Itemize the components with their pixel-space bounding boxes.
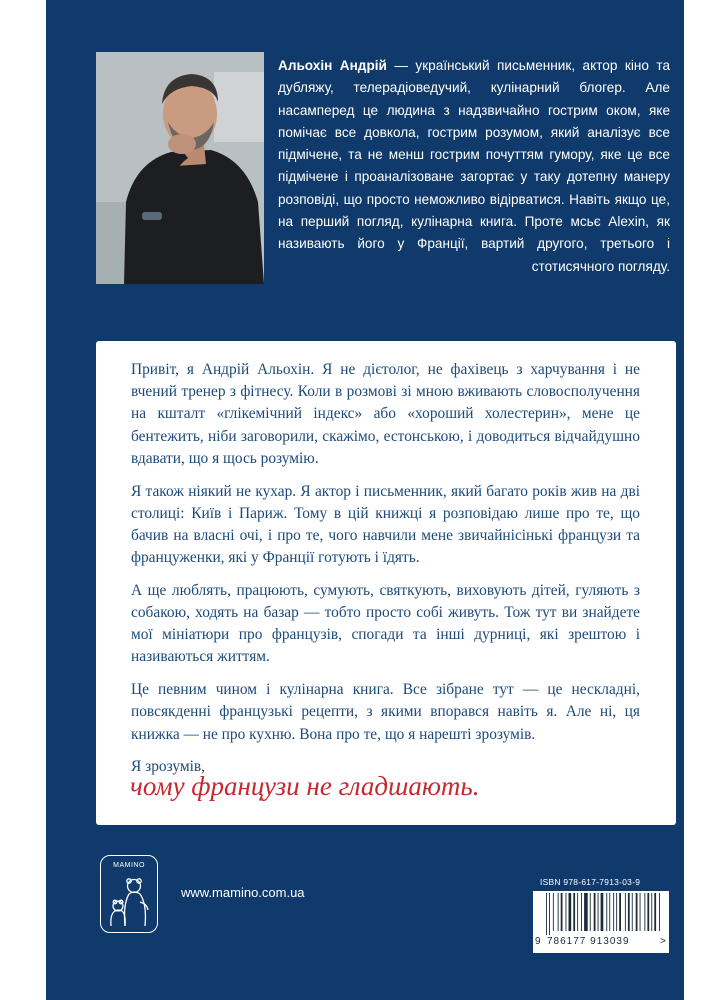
barcode-bar: [601, 893, 604, 931]
barcode-bar: [625, 893, 626, 931]
author-bio-text: — український письменник, актор кіно та дубляжу, телерадіоведучий, кулінарний блогер. Але насамперед це людина з надзвичайно гострим оком, яке помічає все довкола, гострим розумом, який аналізує все підмічене, та не менш гострим почуттям гумору, яке це все підмічене і проаналізоване загортає у таку дотепну манеру розповіді, що просто неможливо відірватися. Навіть якщо це, на перший погляд, кулінарна книга. Проте мсьє Alexin, як називають його у Франції, вартий другого, третього і стотисячного погляду.: [278, 58, 670, 274]
barcode-bar: [598, 893, 599, 931]
barcode-bar: [619, 893, 621, 931]
barcode-bar: [566, 893, 567, 931]
bears-logo-icon: [107, 876, 151, 928]
barcode-bar: [553, 893, 554, 931]
barcode: [533, 891, 669, 953]
barcode-bar: [577, 893, 578, 931]
barcode-bar: [651, 893, 652, 931]
barcode-bar: [561, 893, 563, 931]
barcode-bar: [647, 893, 649, 931]
barcode-bar: [654, 893, 656, 931]
barcode-bar: [581, 893, 582, 931]
blurb-paragraph-2: Я також ніякий не кухар. Я актор і письменник, який багато років жив на дві столиці: Київ і Париж. Тому в цій книжці я розповідаю лише про те, що бачив на власні очі, і про те, чого навчили мене звичайнісінькі французи та француженки, які у Франції готують і їдять.: [131, 482, 640, 567]
barcode-main-digits: 786177 913039: [547, 936, 630, 947]
blurb-panel: [96, 341, 676, 825]
barcode-bar: [549, 893, 550, 935]
publisher-logo: [100, 855, 158, 933]
author-bio: [278, 55, 670, 278]
barcode-bar: [584, 893, 588, 931]
barcode-bar: [632, 893, 633, 931]
barcode-bar: [609, 893, 610, 931]
barcode-bars: [536, 893, 666, 935]
barcode-bar: [594, 893, 596, 931]
blurb-text: [131, 359, 640, 782]
barcode-bar: [606, 893, 607, 931]
barcode-bar: [636, 893, 638, 931]
barcode-bar: [590, 893, 591, 931]
author-photo: [96, 52, 264, 284]
blurb-paragraph-4: Це певним чином і кулінарна книга. Все зібране тут — це нескладні, повсякденні французькі рецепти, з якими впорався навіть я. Але ні, ця книжка — не про кухню. Вона про те, що я нарешті зрозумів.: [131, 681, 640, 743]
blurb-greeting: Я зрозумів,: [131, 758, 205, 776]
barcode-bar: [616, 893, 617, 931]
blurb-paragraph-3: А ще люблять, працюють, сумують, святкують, виховують дітей, гуляють з собакою, ходять на базар — тобто просто собі живуть. Тож тут ви знайдете мої мініатюри про французів, спогади та інші дурниці, які зрештою і називаються життям.: [131, 581, 640, 666]
barcode-bar: [628, 893, 630, 931]
isbn-label: ISBN 978-617-7913-03-9: [540, 877, 641, 887]
barcode-bar: [640, 893, 641, 931]
barcode-bar: [659, 893, 660, 931]
author-name: Альохін Андрій: [278, 58, 387, 73]
tagline: чому французи не гладшають.: [130, 771, 480, 801]
barcode-bar: [558, 893, 559, 931]
barcode-bar: [573, 893, 575, 931]
author-portrait-icon: [96, 52, 264, 284]
barcode-bar: [569, 893, 572, 931]
barcode-bar: [613, 893, 614, 931]
barcode-first-digit: 9: [535, 936, 541, 947]
barcode-arrow: >: [660, 936, 666, 947]
publisher-url: www.mamino.com.ua: [181, 885, 305, 900]
barcode-bar: [644, 893, 645, 931]
publisher-logo-text: MAMINO: [113, 862, 145, 869]
barcode-bar: [546, 893, 547, 935]
blurb-paragraph-1: Привіт, я Андрій Альохін. Я не дієтолог, не фахівець з харчування і не вчений тренер з фітнесу. Коли в розмові зі мною вживають словосполучення на кшталт «глікемічний індекс» або «хороший холестерин», мене це бентежить, ніби заговорили, скажімо, естонською, і доводиться відчайдушно вдавати, що я щось розумію.: [131, 361, 640, 467]
